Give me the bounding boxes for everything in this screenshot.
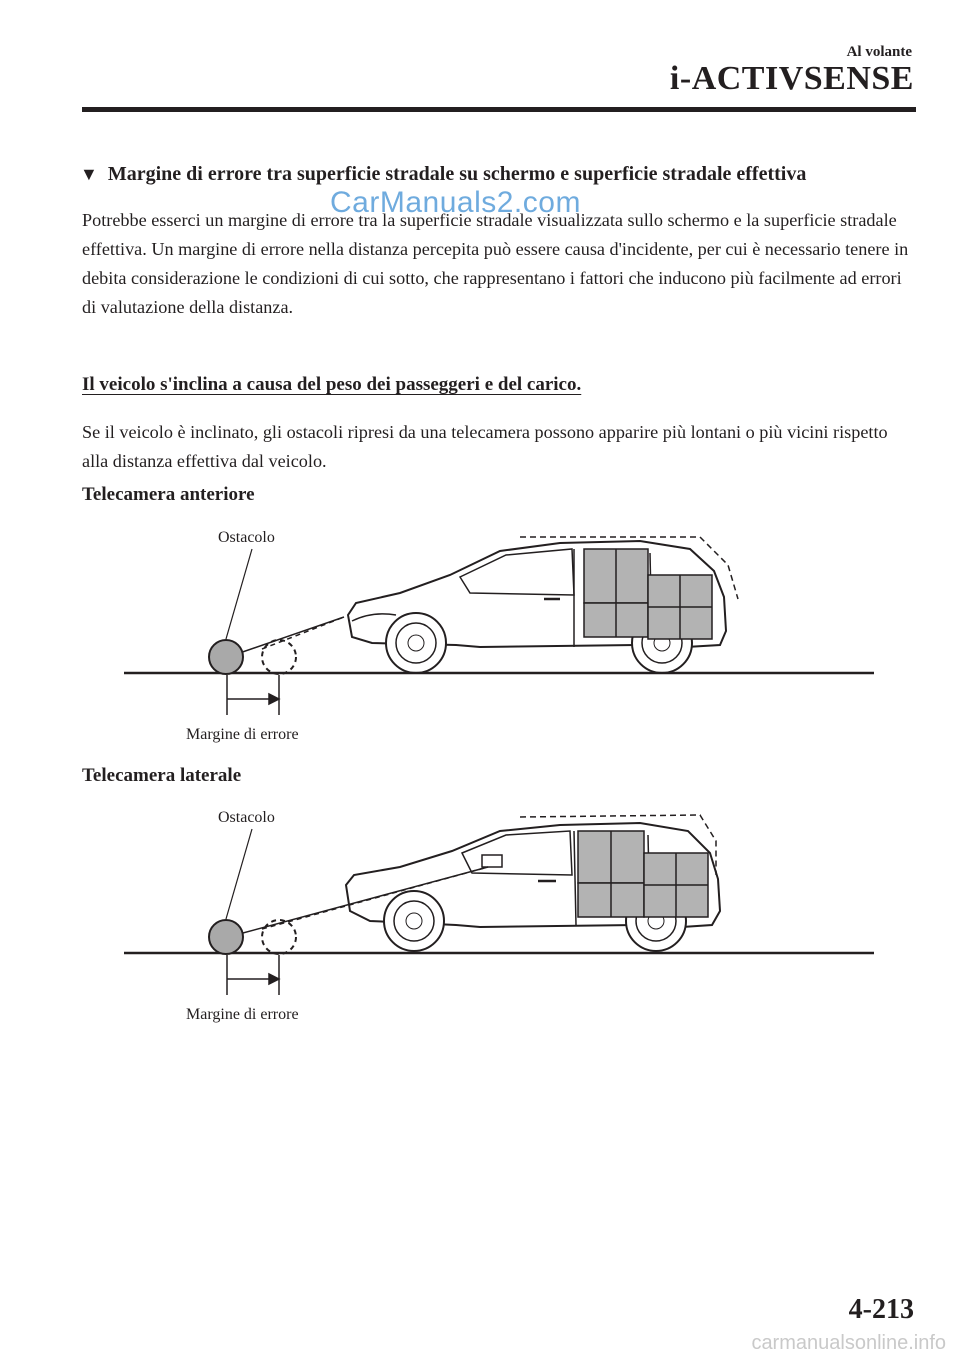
- front-camera-diagram: [0, 515, 960, 755]
- obstacle-leader-line: [226, 829, 252, 919]
- obstacle-actual-marker: [209, 920, 243, 954]
- watermark: CarManuals2.com: [330, 186, 581, 219]
- obstacle-label: Ostacolo: [218, 809, 275, 826]
- section-heading-text: Margine di errore tra superficie stradale su schermo e superficie stradale effettiva: [107, 163, 807, 185]
- side-camera-diagram: [0, 795, 960, 1035]
- error-margin-label: Margine di errore: [186, 1006, 299, 1023]
- section-heading: [80, 163, 806, 186]
- page-number: 4-213: [848, 1294, 914, 1325]
- footer-url: carmanualsonline.info: [751, 1332, 946, 1354]
- error-margin-arrow: [227, 955, 279, 995]
- figure-title-front-camera: Telecamera anteriore: [82, 484, 255, 505]
- figure-title-side-camera: Telecamera laterale: [82, 765, 242, 786]
- header-divider: [82, 107, 916, 112]
- subheading: Il veicolo s'inclina a causa del peso dei passeggeri e del carico.: [82, 374, 582, 395]
- obstacle-label: Ostacolo: [218, 529, 275, 546]
- triangle-down-icon: ▼: [80, 164, 98, 184]
- cargo-load: [584, 549, 712, 639]
- obstacle-perceived-marker: [262, 640, 296, 674]
- error-margin-arrow: [227, 675, 279, 715]
- body-paragraph: Se il veicolo è inclinato, gli ostacoli ripresi da una telecamera possono apparire più lontani o più vicini rispetto alla distanza effettiva dal veicolo.: [82, 422, 888, 471]
- obstacle-perceived-marker: [262, 920, 296, 954]
- cargo-load: [578, 831, 708, 917]
- sight-lines: [228, 867, 488, 937]
- header-section: Al volante: [846, 44, 912, 60]
- obstacle-leader-line: [226, 549, 252, 639]
- error-margin-label: Margine di errore: [186, 726, 299, 743]
- header-chapter-title: i-ACTIVSENSE: [669, 60, 914, 97]
- obstacle-actual-marker: [209, 640, 243, 674]
- sight-lines: [228, 617, 344, 657]
- intro-paragraph: Potrebbe esserci un margine di errore tra la superficie stradale visualizzata sullo schermo e la superficie stradale effettiva. Un margine di errore nella distanza percepita può essere causa d'incidente, per cui è necessario tenere in debita considerazione le condizioni di cui sotto, che rappresentano i fattori che inducono più facilmente ad errori di valutazione della distanza.: [82, 210, 909, 317]
